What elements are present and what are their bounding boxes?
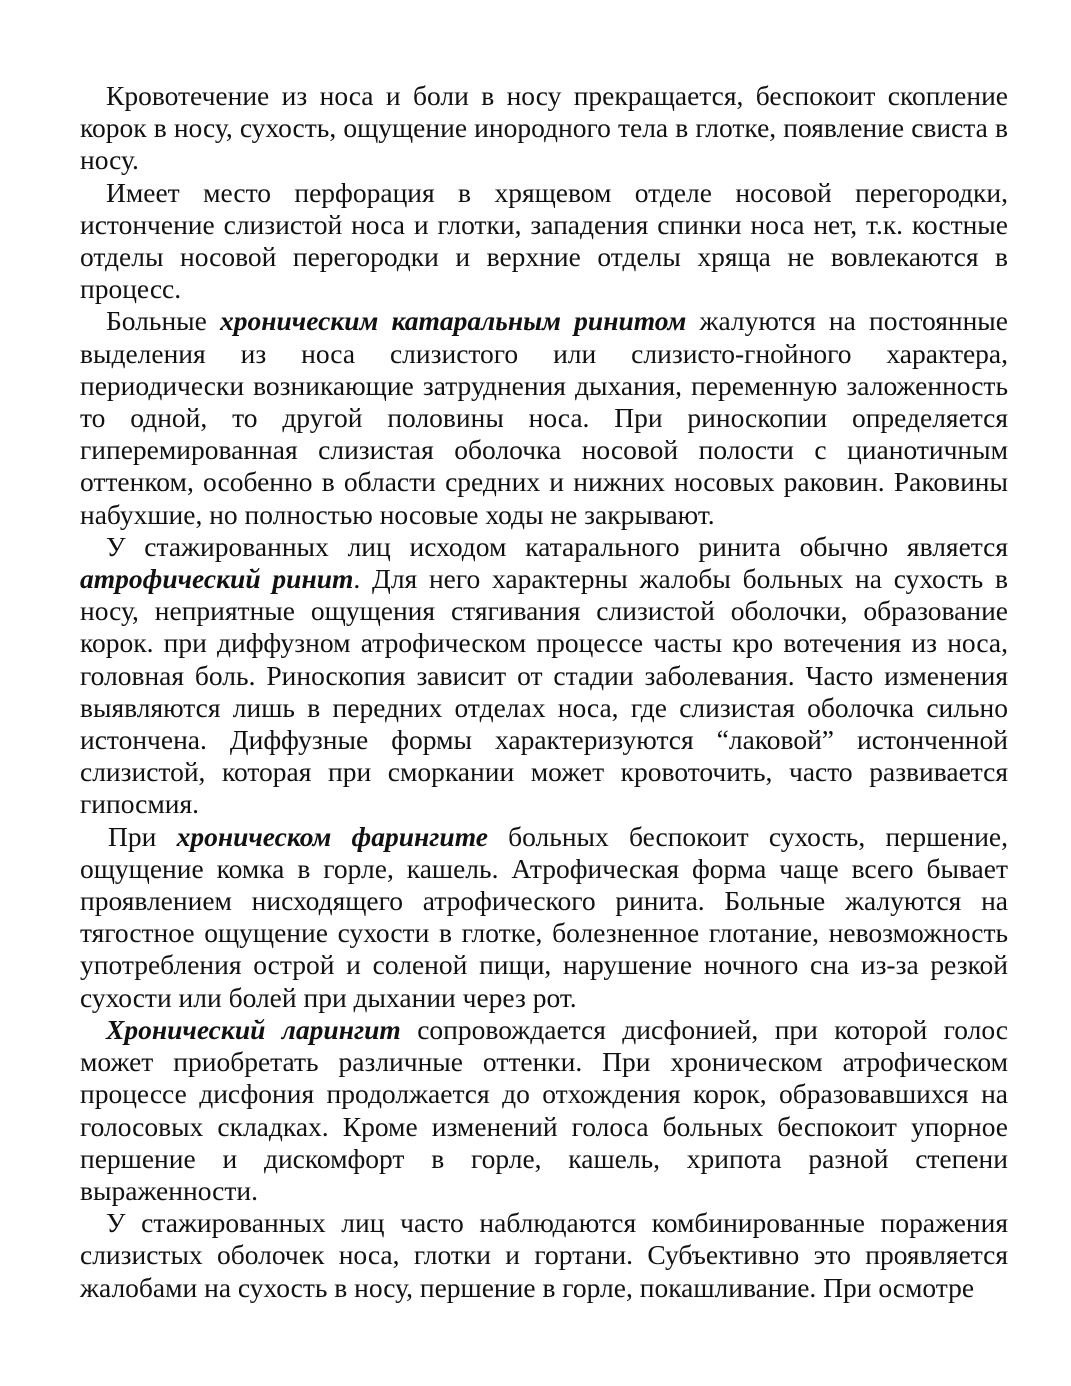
paragraph-text-after: сопровождается дисфонией, при которой голос может приобретать различные оттенки. При хроническом атрофическом процессе дисфония продолжается до отхождения корок, образовавшихся на голосовых складках. Кроме изменений голоса больных беспокоит упорное першение и дискомфорт в горле, кашель, хрипота разной степени выраженности.: [80, 1013, 1008, 1206]
paragraph-chronic-pharyngitis: [80, 821, 1008, 1014]
paragraph-text: Кровотечение из носа и боли в носу прекращается, беспокоит скопление корок в носу, сухость, ощущение инородного тела в глотке, появление свиста в носу.: [80, 80, 1008, 176]
paragraph-text-after: . Для него характерны жалобы больных на сухость в носу, неприятные ощущения стягивания слизистой оболочки, образование корок. при диффузном атрофическом процессе часты кро вотечения из носа, головная боль. Риноскопия зависит от стадии заболевания. Часто изменения выявляются лишь в передних отделах носа, где слизистая оболочка сильно истончена. Диффузные формы характеризуются “лаковой” истонченной слизистой, которая при сморкании может кровоточить, часто развивается гипосмия.: [80, 563, 1008, 820]
paragraph-atrophic-rhinitis: [80, 531, 1008, 821]
paragraph-text-before: При: [108, 820, 177, 852]
paragraph-nasal-crusts: [80, 80, 1008, 177]
paragraph-chronic-laryngitis: [80, 1014, 1008, 1207]
term-chronic-pharyngitis: хроническом фарингите: [176, 820, 488, 852]
paragraph-text-before: У стажированных лиц исходом катарального ринита обычно является: [106, 530, 1008, 562]
paragraph-text-after: больных беспокоит сухость, першение, ощущение комка в горле, кашель. Атрофическая форма чаще всего бывает проявлением нисходящего атрофического ринита. Больные жалуются на тягостное ощущение сухости в глотке, болезненное глотание, невозможность употребления острой и соленой пищи, нарушение ночного сна из-за резкой сухости или болей при дыхании через рот.: [80, 820, 1009, 1013]
document-page: [80, 80, 1008, 1304]
term-chronic-laryngitis: Хронический ларингит: [106, 1013, 401, 1045]
paragraph-text: У стажированных лиц часто наблюдаются комбинированные поражения слизистых оболочек носа, глотки и гортани. Субъективно это проявляется жалобами на сухость в носу, першение в горле, покашливание. При осмотре: [80, 1207, 1008, 1303]
paragraph-catarrhal-rhinitis: [80, 305, 1008, 530]
term-catarrhal-rhinitis: хроническим катаральным ринитом: [219, 305, 687, 337]
paragraph-text-after: жалуются на постоянные выделения из носа слизистого или слизисто-гнойного характера, периодически возникающие затруднения дыхания, переменную заложенность то одной, то другой половины носа. При риноскопии определяется гиперемированная слизистая оболочка носовой полости с цианотичным оттенком, особенно в области средних и нижних носовых раковин. Раковины набухшие, но полностью носовые ходы не закрывают.: [80, 305, 1008, 530]
paragraph-combined-lesions: [80, 1207, 1008, 1304]
term-atrophic-rhinitis: атрофический ринит: [80, 563, 354, 595]
paragraph-septum-perforation: [80, 177, 1008, 306]
paragraph-text: Имеет место перфорация в хрящевом отделе носовой перегородки, истончение слизистой носа и глотки, западения спинки носа нет, т.к. костные отделы носовой перегородки и верхние отделы хряща не вовлекаются в процесс.: [80, 176, 1008, 305]
paragraph-text-before: Больные: [106, 305, 220, 337]
